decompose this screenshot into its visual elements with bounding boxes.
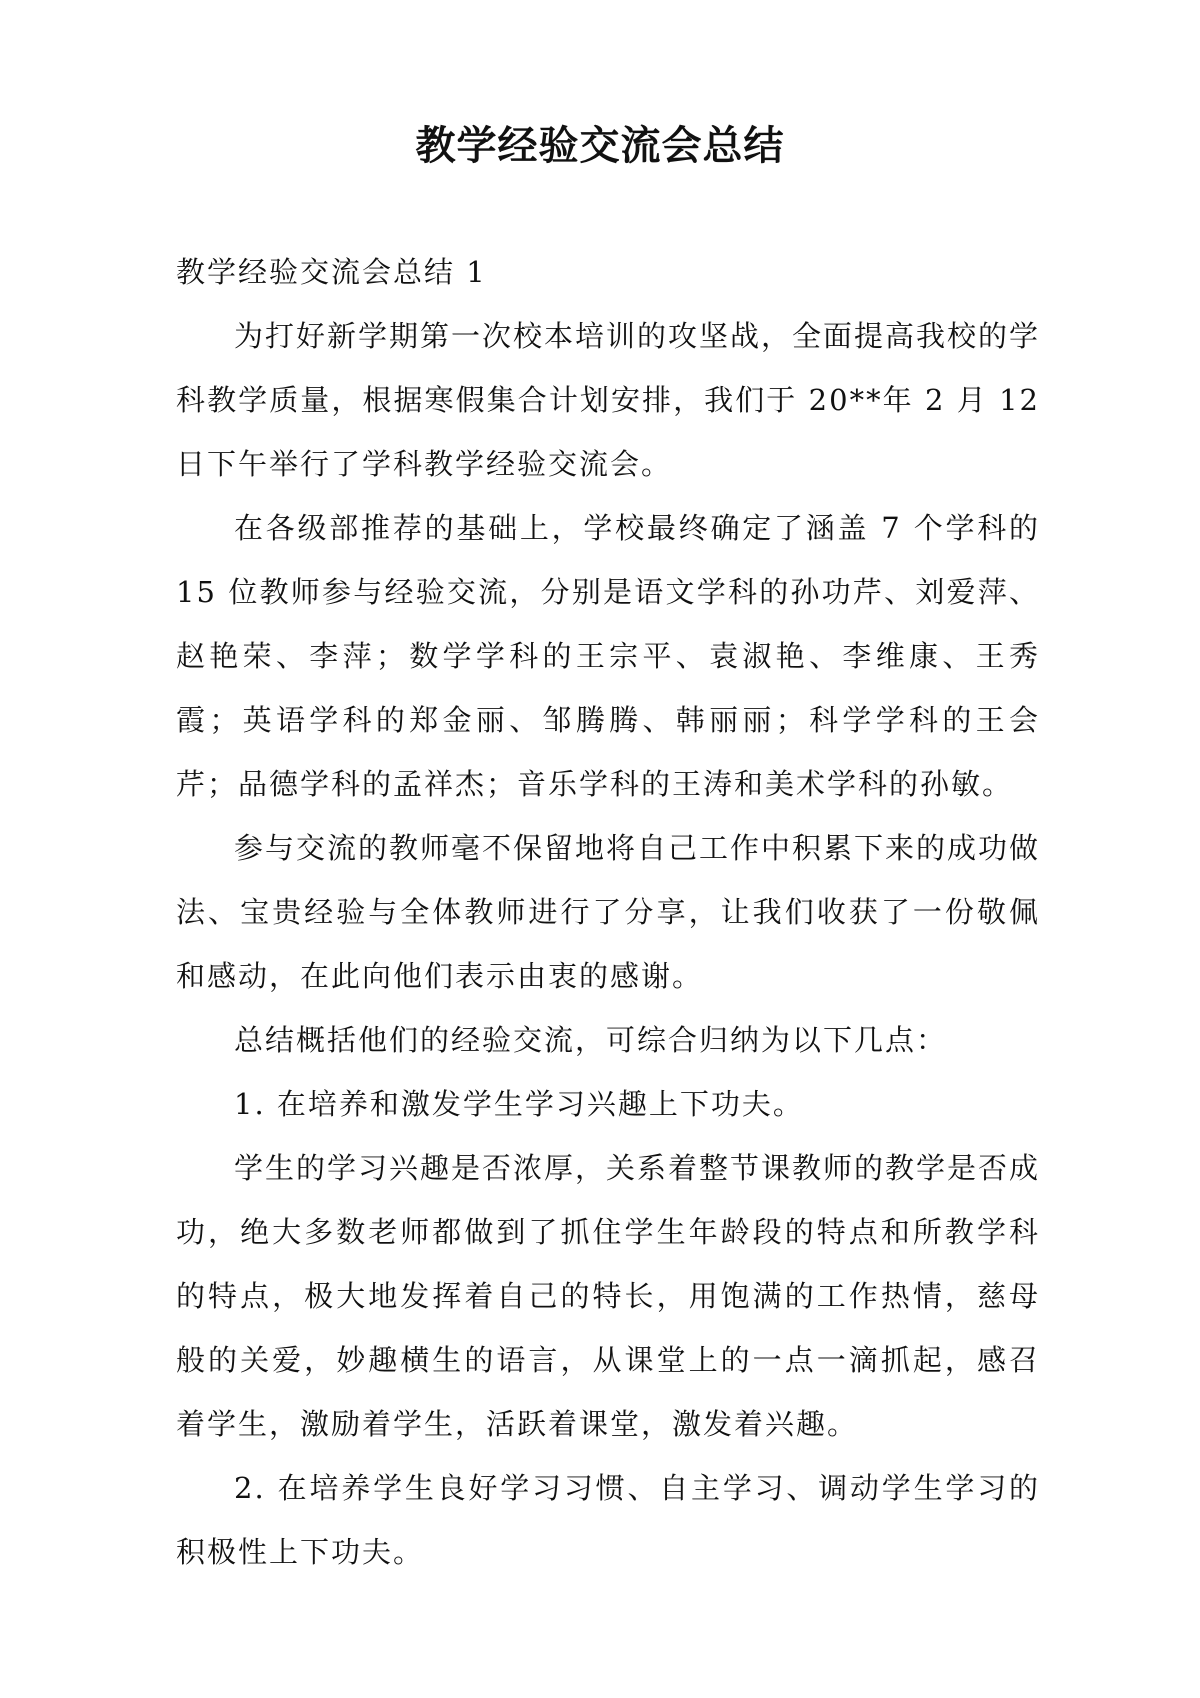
paragraph-teachers: 在各级部推荐的基础上，学校最终确定了涵盖 7 个学科的 15 位教师参与经验交流，分别是语文学科的孙功芹、刘爱萍、赵艳荣、李萍；数学学科的王宗平、袁淑艳、李维康、王秀霞；英语学科的郑金丽、邹腾腾、韩丽丽；科学学科的王会芹；品德学科的孟祥杰；音乐学科的王涛和美术学科的孙敏。	[176, 511, 1040, 801]
paragraph-point-2: 2. 在培养学生良好学习习惯、自主学习、调动学生学习的积极性上下功夫。	[176, 1471, 1040, 1569]
paragraph-intro: 为打好新学期第一次校本培训的攻坚战，全面提高我校的学科教学质量，根据寒假集合计划安排，我们于 20**年 2 月 12 日下午举行了学科教学经验交流会。	[176, 319, 1041, 481]
paragraph-point-1-detail: 学生的学习兴趣是否浓厚，关系着整节课教师的教学是否成功，绝大多数老师都做到了抓住学生年龄段的特点和所教学科的特点，极大地发挥着自己的特长，用饱满的工作热情，慈母般的关爱，妙趣横生的语言，从课堂上的一点一滴抓起，感召着学生，激励着学生，活跃着课堂，激发着兴趣。	[176, 1151, 1041, 1441]
document-title: 教学经验交流会总结	[415, 122, 785, 169]
paragraph-sharing: 参与交流的教师毫不保留地将自己工作中积累下来的成功做法、宝贵经验与全体教师进行了分享，让我们收获了一份敬佩和感动，在此向他们表示由衷的感谢。	[176, 831, 1041, 993]
paragraph-summary-lead: 总结概括他们的经验交流，可综合归纳为以下几点：	[234, 1023, 948, 1057]
section-heading: 教学经验交流会总结 1	[176, 255, 487, 289]
paragraph-point-1: 1. 在培养和激发学生学习兴趣上下功夫。	[234, 1087, 804, 1121]
document-body	[176, 240, 1040, 1584]
